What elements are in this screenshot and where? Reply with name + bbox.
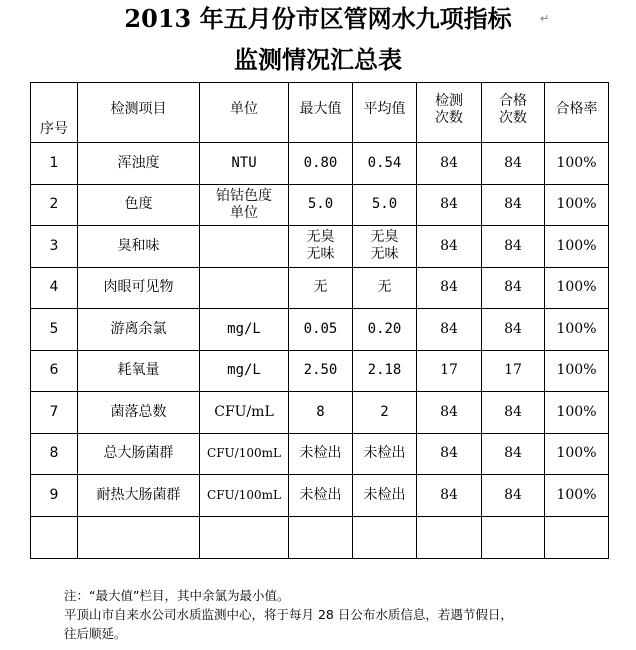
cell-item: 耐热大肠菌群 [78,475,200,517]
cell-item: 浑浊度 [78,143,200,185]
cell-item: 色度 [78,184,200,226]
cell-item: 游离余氯 [78,309,200,351]
cell-rate: 100% [545,143,609,185]
header-max: 最大值 [289,83,353,143]
cell-passed: 17 [482,350,545,392]
cell-tests: 84 [417,226,482,268]
table-row [31,309,609,351]
cell-avg: 5.0 [353,184,417,226]
cell-rate: 100% [545,184,609,226]
cell-max: 8 [289,392,353,434]
cell-item: 耗氧量 [78,350,200,392]
cell-tests: 84 [417,184,482,226]
cell-item: 总大肠菌群 [78,433,200,475]
empty-cell [31,516,78,558]
cell-seq: 3 [31,226,78,268]
cell-seq: 4 [31,267,78,309]
cell-passed: 84 [482,226,545,268]
cell-avg: 2.18 [353,350,417,392]
empty-cell [545,516,609,558]
table-row [31,433,609,475]
cell-max: 无臭无味 [289,226,353,268]
cell-tests: 84 [417,475,482,517]
empty-cell [200,516,289,558]
cell-max: 未检出 [289,475,353,517]
cell-tests: 84 [417,143,482,185]
cell-rate: 100% [545,267,609,309]
footnote-2: 平顶山市自来水公司水质监测中心，将于每月 28 日公布水质信息，若遇节假日， [64,607,513,622]
cell-passed: 84 [482,309,545,351]
cell-avg: 0.54 [353,143,417,185]
header-passed: 合格次数 [482,83,545,143]
table-row [31,475,609,517]
cell-seq: 1 [31,143,78,185]
cell-unit: mg/L [200,309,289,351]
empty-cell [78,516,200,558]
header-seq: 序号 [31,83,78,143]
cell-unit: mg/L [200,350,289,392]
header-unit: 单位 [200,83,289,143]
cell-avg: 未检出 [353,433,417,475]
cell-rate: 100% [545,433,609,475]
cell-unit: CFU/mL [200,392,289,434]
cell-max: 0.80 [289,143,353,185]
cell-avg: 0.20 [353,309,417,351]
cell-seq: 7 [31,392,78,434]
cell-max: 2.50 [289,350,353,392]
cell-seq: 2 [31,184,78,226]
cell-unit: 铂钴色度单位 [200,184,289,226]
empty-cell [482,516,545,558]
table-row-empty [31,516,609,558]
cell-avg: 无臭无味 [353,226,417,268]
header-tests: 检测次数 [417,83,482,143]
cell-seq: 8 [31,433,78,475]
cell-unit [200,226,289,268]
table-header-row [31,83,609,143]
cell-passed: 84 [482,433,545,475]
cell-tests: 84 [417,392,482,434]
table-row [31,226,609,268]
cell-unit: CFU/100mL [200,433,289,475]
cell-rate: 100% [545,309,609,351]
cell-passed: 84 [482,143,545,185]
cell-avg: 2 [353,392,417,434]
cell-rate: 100% [545,226,609,268]
cell-item: 肉眼可见物 [78,267,200,309]
cell-unit: CFU/100mL [200,475,289,517]
empty-cell [289,516,353,558]
cell-max: 未检出 [289,433,353,475]
footnote-3: 往后顺延。 [64,626,127,641]
cell-passed: 84 [482,267,545,309]
cell-unit [200,267,289,309]
cell-max: 无 [289,267,353,309]
cell-tests: 84 [417,267,482,309]
header-item: 检测项目 [78,83,200,143]
cell-max: 5.0 [289,184,353,226]
cell-tests: 84 [417,433,482,475]
paragraph-mark-icon: ↵ [540,12,550,25]
table-row [31,143,609,185]
cell-unit: NTU [200,143,289,185]
cell-passed: 84 [482,184,545,226]
empty-cell [353,516,417,558]
footnotes [64,586,624,643]
document-title-line2: 监测情况汇总表 [234,45,402,74]
cell-max: 0.05 [289,309,353,351]
cell-seq: 9 [31,475,78,517]
cell-passed: 84 [482,475,545,517]
footnote-1: 注：“最大值”栏目，其中余氯为最小值。 [64,588,290,603]
cell-tests: 17 [417,350,482,392]
cell-rate: 100% [545,475,609,517]
table-row [31,350,609,392]
cell-item: 菌落总数 [78,392,200,434]
cell-tests: 84 [417,309,482,351]
cell-avg: 无 [353,267,417,309]
header-rate: 合格率 [545,83,609,143]
cell-rate: 100% [545,350,609,392]
cell-item: 臭和味 [78,226,200,268]
document-title-line1: 2013 年五月份市区管网水九项指标 [124,4,512,33]
cell-rate: 100% [545,392,609,434]
table-row [31,392,609,434]
cell-seq: 5 [31,309,78,351]
cell-passed: 84 [482,392,545,434]
cell-seq: 6 [31,350,78,392]
water-quality-table [30,82,609,559]
empty-cell [417,516,482,558]
table-row [31,267,609,309]
header-avg: 平均值 [353,83,417,143]
table-row [31,184,609,226]
cell-avg: 未检出 [353,475,417,517]
